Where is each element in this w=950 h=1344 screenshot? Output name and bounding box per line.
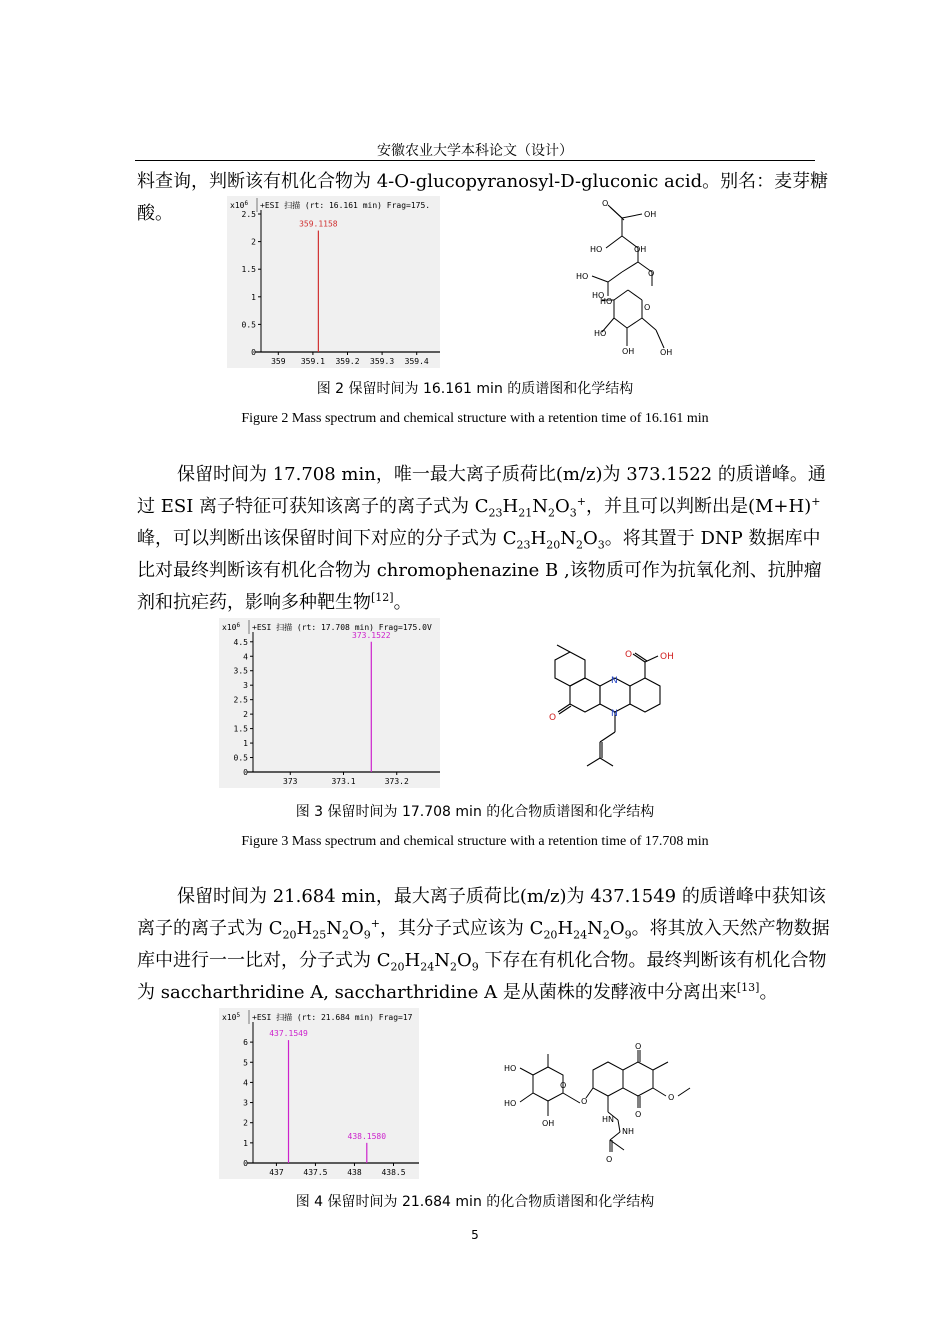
mass-spectrum-fig3 (219, 618, 440, 788)
header-title: 安徽农业大学本科论文（设计） (377, 143, 573, 159)
label-o: O (560, 1081, 567, 1090)
p1-text-a: 保留时间为 17.708 min，唯一最大离子质荷比(m/z)为 373.1522 的质谱峰。通过 ESI 离子特征可获知该离子的离子式为 C (137, 464, 826, 517)
x-tick-label: 373.2 (384, 777, 409, 786)
y-tick-label: 0 (251, 348, 256, 357)
peak-label: 359.1158 (299, 219, 338, 229)
formula-sub: 3 (597, 538, 605, 552)
formula-sub: 3 (569, 506, 577, 520)
x-tick-label: 359 (271, 357, 286, 366)
formula-sub: 24 (420, 960, 435, 974)
y-tick-label: 2 (251, 237, 256, 247)
formula-sub: 20 (546, 538, 561, 552)
p1-text-c: 峰，可以判断出该保留时间下对应的分子式为 C (137, 528, 517, 549)
formula-sub: 24 (573, 928, 588, 942)
spectrum-title: +ESI 扫描 (rt: 16.161 min) Frag=175. (260, 201, 431, 210)
y-scale-exponent: 5 (236, 1012, 241, 1019)
formula-sub: 2 (575, 538, 583, 552)
mh-charge: + (811, 495, 821, 508)
label-oh: OH (542, 1119, 555, 1128)
y-tick-label: 2.5 (233, 695, 248, 705)
y-scale-label: $x10^6$ (230, 200, 249, 210)
formula-h: H (296, 918, 313, 939)
mass-spectrum-fig4 (219, 1008, 419, 1179)
page-number: 5 (471, 1228, 479, 1242)
p2-text-b: ，其分子式应该为 C (379, 918, 544, 939)
formula-o: O (456, 950, 472, 971)
chemical-structure-fig2 (552, 200, 722, 365)
x-tick-label: 373 (283, 777, 298, 786)
y-tick-label: 1.5 (241, 265, 256, 275)
y-tick-label: 3 (243, 681, 248, 691)
formula-n: N (532, 496, 548, 517)
y-scale-exponent: 6 (244, 200, 249, 207)
formula-sub: 20 (282, 928, 297, 942)
formula-sub: 2 (341, 928, 349, 942)
x-tick-label: 359.4 (404, 357, 429, 366)
p2-text-d: 下存在有机化合物。最终判断该有机化合物为 saccharthridine A, saccharthridine A 是从菌株的发酵液中分离出来 (137, 950, 827, 1003)
formula-sub: 9 (363, 928, 371, 942)
paragraph-1 (137, 459, 837, 619)
figure-3-caption-cn: 图 3 保留时间为 17.708 min 的化合物质谱图和化学结构 (295, 804, 655, 820)
peak-label: 373.1522 (352, 630, 391, 640)
formula-h: H (557, 918, 574, 939)
y-tick-label: 1.5 (233, 724, 248, 734)
y-tick-label: 1 (251, 292, 256, 302)
citation-13: [13] (736, 981, 760, 994)
y-tick-label: 2 (243, 1118, 248, 1128)
y-tick-label: 1 (243, 1138, 248, 1148)
formula-sub: 23 (488, 506, 503, 520)
formula-n: N (560, 528, 576, 549)
formula-charge: + (576, 495, 586, 508)
formula-o: O (348, 918, 364, 939)
y-tick-label: 1 (243, 739, 248, 749)
paragraph-2 (137, 881, 837, 1009)
label-o: O (549, 713, 557, 723)
figure-4-caption-cn: 图 4 保留时间为 21.684 min 的化合物质谱图和化学结构 (295, 1194, 655, 1210)
y-scale-label: $x10^6$ (222, 622, 241, 632)
y-tick-label: 4 (243, 1078, 248, 1088)
x-tick-label: 438 (347, 1168, 362, 1177)
label-o: O (602, 200, 609, 208)
p2-text-end: 。 (759, 982, 778, 1003)
formula-sub: 2 (449, 960, 457, 974)
p2-text-c: 。将其放入天然产物数据库中进行一一比对，分子式为 C (137, 918, 830, 971)
chemical-structure-fig3 (525, 640, 715, 790)
formula-sub: 2 (547, 506, 555, 520)
label-ho: HO (504, 1099, 517, 1108)
y-tick-label: 2.5 (241, 210, 256, 219)
y-tick-label: 5 (243, 1058, 248, 1068)
label-n: N (611, 709, 618, 719)
spectrum-svg-fig3 (219, 618, 440, 788)
mass-spectrum-fig2 (227, 196, 440, 368)
formula-sub: 25 (312, 928, 327, 942)
formula-n: N (326, 918, 342, 939)
label-ho: HO (590, 245, 603, 254)
y-tick-label: 4.5 (233, 637, 248, 647)
peak-label: 437.1549 (269, 1029, 308, 1039)
label-oh: OH (644, 210, 657, 219)
label-o: O (625, 650, 633, 660)
formula-o: O (554, 496, 570, 517)
x-tick-label: 437.5 (303, 1168, 328, 1177)
p1-text-d: 。将其置于 DNP 数据库中比对最终判断该有机化合物为 chromophenazine B ,该物质可作为抗氧化剂、抗肿瘤剂和抗疟药，影响多种靶生物 (137, 528, 822, 613)
formula-sub: 20 (543, 928, 558, 942)
figure-3-caption-en: Figure 3 Mass spectrum and chemical structure with a retention time of 17.708 min (241, 834, 709, 849)
formula-sub: 2 (602, 928, 610, 942)
x-tick-label: 359.1 (300, 357, 325, 366)
figure-2-caption-cn: 图 2 保留时间为 16.161 min 的质谱图和化学结构 (316, 381, 634, 397)
label-o: O (635, 1042, 642, 1051)
citation-12: [12] (371, 591, 394, 604)
y-tick-label: 0.5 (241, 320, 256, 330)
y-tick-label: 3 (243, 1098, 248, 1108)
label-oh: OH (660, 652, 674, 662)
formula-h: H (530, 528, 547, 549)
formula-sub: 9 (471, 960, 479, 974)
formula-o: O (582, 528, 598, 549)
label-ho: HO (600, 297, 613, 306)
spectrum-svg-fig4 (219, 1008, 419, 1179)
spectrum-title: +ESI 扫描 (rt: 17.708 min) Frag=175.0V (252, 623, 432, 632)
label-ho: HO (594, 329, 607, 338)
label-o: O (606, 1155, 613, 1164)
y-scale-exponent: 6 (236, 622, 241, 629)
formula-charge: + (370, 917, 380, 930)
p2-text-a: 保留时间为 21.684 min，最大离子质荷比(m/z)为 437.1549 的质谱峰中获知该离子的离子式为 C (137, 886, 826, 939)
formula-o: O (609, 918, 625, 939)
x-tick-label: 437 (269, 1168, 284, 1177)
formula-h: H (404, 950, 421, 971)
formula-sub: 21 (518, 506, 533, 520)
label-ho: HO (504, 1064, 517, 1073)
x-tick-label: 359.3 (370, 357, 395, 366)
chemical-structure-fig4 (498, 1040, 708, 1170)
formula-sub: 9 (624, 928, 632, 942)
formula-sub: 20 (390, 960, 405, 974)
label-o: O (644, 303, 651, 312)
p1-text-end: 。 (393, 592, 412, 613)
spectrum-svg-fig2 (227, 196, 440, 368)
label-nh: NH (622, 1127, 634, 1136)
formula-n: N (434, 950, 450, 971)
label-o: O (648, 269, 655, 278)
label-ho: HO (592, 291, 605, 300)
formula-sub: 23 (516, 538, 531, 552)
y-tick-label: 0.5 (233, 753, 248, 763)
label-n: N (611, 676, 618, 686)
y-tick-label: 2 (243, 710, 248, 720)
y-scale-label: $x10^5$ (222, 1012, 241, 1022)
label-hn: HN (602, 1115, 614, 1124)
formula-n: N (587, 918, 603, 939)
y-tick-label: 3.5 (233, 666, 248, 676)
figure-2-caption-en: Figure 2 Mass spectrum and chemical structure with a retention time of 16.161 min (241, 411, 709, 426)
label-o: O (635, 1110, 642, 1119)
y-tick-label: 4 (243, 652, 248, 662)
peak-label: 438.1580 (347, 1131, 387, 1141)
y-tick-label: 6 (243, 1038, 248, 1048)
y-tick-label: 0 (243, 768, 248, 777)
label-oh: OH (660, 348, 673, 357)
spectrum-title: +ESI 扫描 (rt: 21.684 min) Frag=17 (252, 1013, 413, 1022)
paragraph-0: 料查询，判断该有机化合物为 4-O-glucopyranosyl-D-gluconic acid。别名：麦芽糖酸。 (137, 171, 829, 224)
label-ho: HO (576, 272, 589, 281)
label-oh: OH (634, 245, 647, 254)
label-o: O (668, 1093, 675, 1102)
formula-h: H (502, 496, 519, 517)
x-tick-label: 373.1 (331, 777, 356, 786)
x-tick-label: 438.5 (381, 1168, 406, 1177)
label-oh: OH (622, 347, 635, 356)
p1-text-b: ，并且可以判断出是(M+H) (585, 496, 812, 517)
x-tick-label: 359.2 (335, 357, 360, 366)
label-o: O (581, 1097, 588, 1106)
y-tick-label: 0 (243, 1159, 248, 1168)
header-rule (135, 160, 815, 161)
